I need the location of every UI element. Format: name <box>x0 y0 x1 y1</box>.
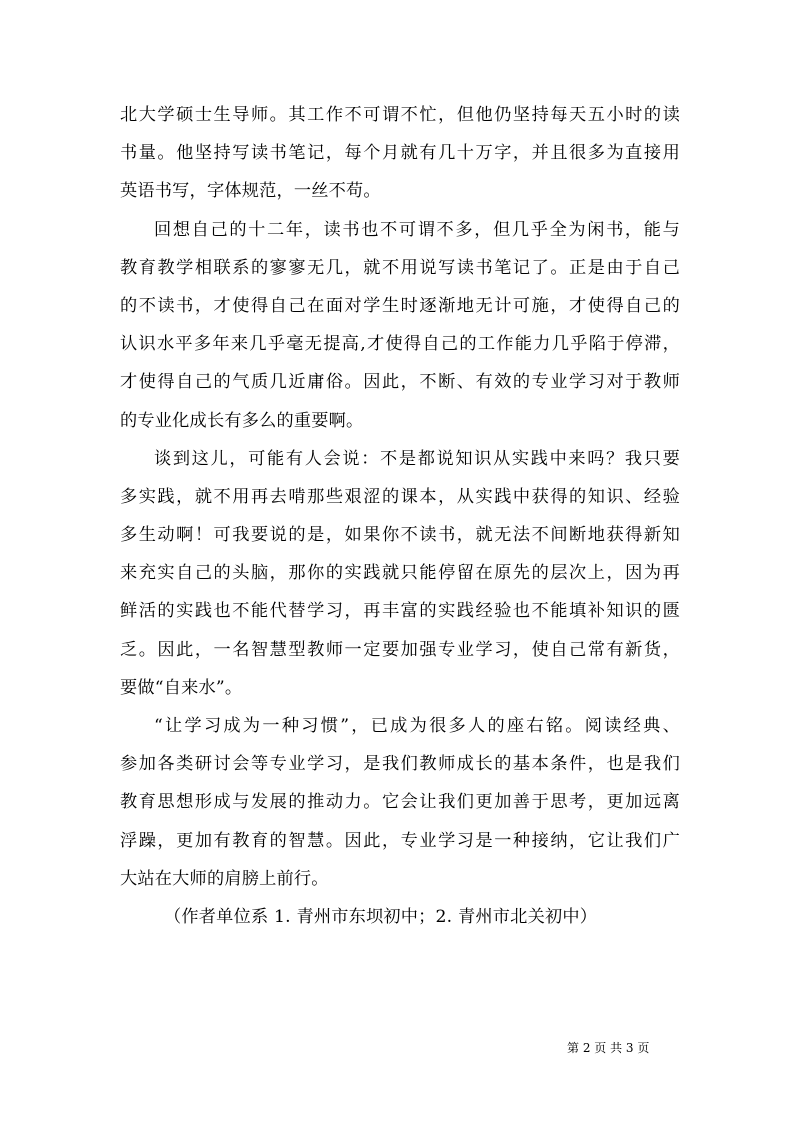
text-line: 大站在大师的肩膀上前行。 <box>120 868 329 889</box>
text-line: 教育思想形成与发展的推动力。它会让我们更加善于思考，更加远离 <box>120 792 680 813</box>
text-line: 的不读书，才使得自己在面对学生时逐渐地无计可施，才使得自己的 <box>120 295 680 316</box>
paragraph-first-line: 谈到这儿，可能有人会说：不是都说知识从实践中来吗？我只要 <box>154 448 680 469</box>
text-line: 参加各类研讨会等专业学习，是我们教师成长的基本条件，也是我们 <box>120 754 680 775</box>
page-number: 第 2 页 共 3 页 <box>567 1041 650 1055</box>
text-line: 认识水平多年来几乎毫无提高,才使得自己的工作能力几乎陷于停滞， <box>120 334 680 355</box>
text-line: 多实践，就不用再去啃那些艰涩的课本，从实践中获得的知识、经验 <box>120 486 680 507</box>
text-line: 要做“自来水”。 <box>120 677 243 698</box>
paragraph-first-line: “让学习成为一种习惯”，已成为很多人的座右铭。阅读经典、 <box>154 716 680 736</box>
text-line: 来充实自己的头脑，那你的实践就只能停留在原先的层次上，因为再 <box>120 563 680 584</box>
text-line: 多生动啊！可我要说的是，如果你不读书，就无法不间断地获得新知 <box>120 525 680 546</box>
text-line: 北大学硕士生导师。其工作不可谓不忙，但他仍坚持每天五小时的读 <box>120 105 680 125</box>
paragraph-first-line: 回想自己的十二年，读书也不可谓不多，但几乎全为闲书，能与 <box>154 219 680 240</box>
text-line: 教育教学相联系的寥寥无几，就不用说写读书笔记了。正是由于自己 <box>120 257 680 278</box>
text-line: 鲜活的实践也不能代替学习，再丰富的实践经验也不能填补知识的匮 <box>120 601 680 622</box>
article-body <box>120 96 680 936</box>
text-line: 浮躁，更加有教育的智慧。因此，专业学习是一种接纳，它让我们广 <box>120 830 680 851</box>
text-line: 书量。他坚持写读书笔记，每个月就有几十万字，并且很多为直接用 <box>120 143 680 164</box>
text-line: 英语书写，字体规范，一丝不苟。 <box>120 181 381 202</box>
text-line: 乏。因此，一名智慧型教师一定要加强专业学习，使自己常有新货， <box>120 639 680 660</box>
text-line: 的专业化成长有多么的重要啊。 <box>120 410 364 431</box>
text-line: 才使得自己的气质几近庸俗。因此，不断、有效的专业学习对于教师 <box>120 372 680 393</box>
author-affiliation-note: （作者单位系 1. 青州市东坝初中；2. 青州市北关初中） <box>164 906 598 927</box>
